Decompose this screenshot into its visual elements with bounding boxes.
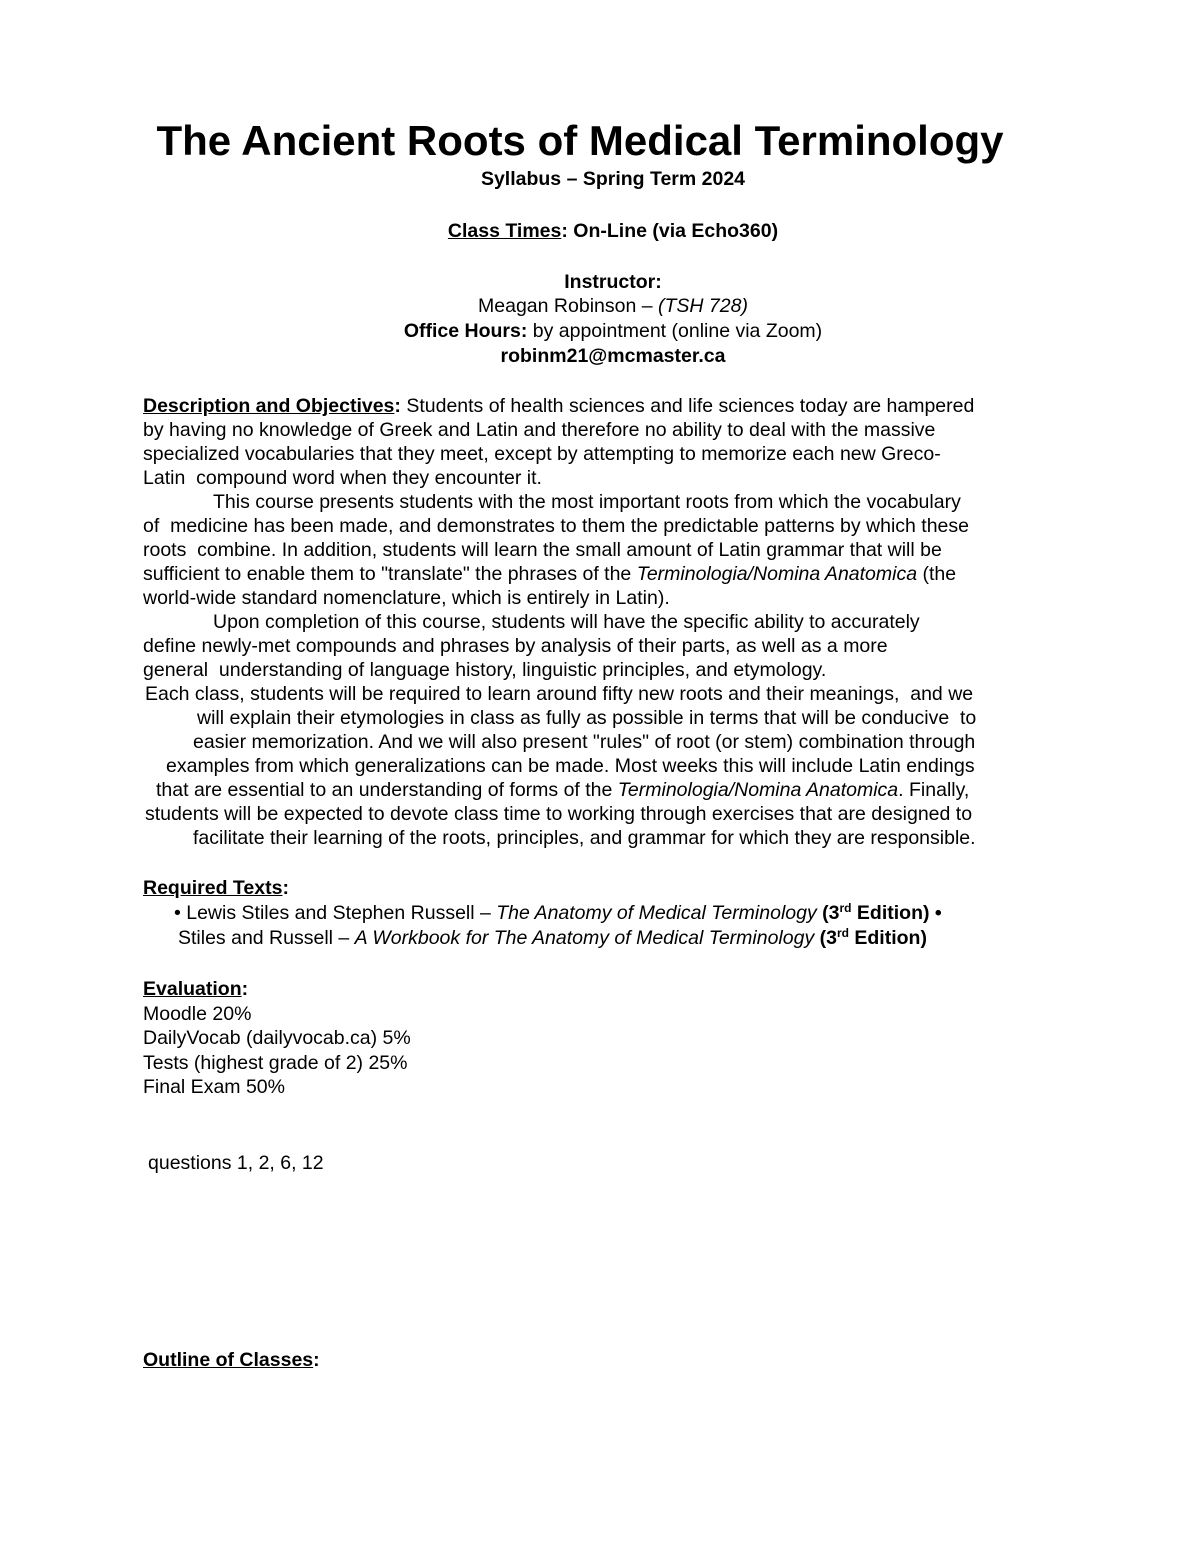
description-line: general understanding of language history, linguistic principles, and etymology. (143, 659, 827, 681)
description-heading: Description and Objectives (143, 395, 395, 417)
required-texts-heading: Required Texts (143, 877, 283, 899)
book-reference: Terminologia/Nomina Anatomica (617, 779, 899, 801)
book-reference: Terminologia/Nomina Anatomica (636, 563, 918, 585)
page-title: The Ancient Roots of Medical Terminology (156, 117, 1004, 164)
office-hours-label: Office Hours: (403, 320, 528, 342)
description-line: Each class, students will be required to learn around fifty new roots and their meanings, and we (145, 683, 974, 705)
description-line: Latin compound word when they encounter it. (143, 467, 542, 489)
evaluation-heading-line: Evaluation: (143, 978, 249, 1000)
description-line: facilitate their learning of the roots, principles, and grammar for which they are responsible. (193, 827, 976, 849)
description-line: Upon completion of this course, students will have the specific ability to accurately (213, 611, 920, 633)
required-texts-heading-line: Required Texts: (143, 877, 289, 899)
questions-note: questions 1, 2, 6, 12 (148, 1152, 324, 1174)
book-title: A Workbook for The Anatomy of Medical Terminology (354, 927, 815, 949)
description-line: that are essential to an understanding of forms of the Terminologia/Nomina Anatomica. Finally, (156, 779, 970, 801)
evaluation-item: Tests (highest grade of 2) 25% (143, 1052, 408, 1074)
evaluation-item: DailyVocab (dailyvocab.ca) 5% (143, 1027, 411, 1049)
instructor-office: (TSH 728) (658, 295, 748, 317)
description-line: define newly-met compounds and phrases by analysis of their parts, as well as a more (143, 635, 888, 657)
class-times (0, 219, 1200, 243)
description-line: students will be expected to devote class time to working through exercises that are designed to (145, 803, 973, 825)
class-times-label: Class Times (447, 220, 562, 242)
office-hours-value: by appointment (online via Zoom) (527, 320, 823, 342)
outline-heading: Outline of Classes (143, 1349, 314, 1371)
description-line: by having no knowledge of Greek and Latin and therefore no ability to deal with the massive (143, 419, 936, 441)
evaluation-heading: Evaluation (143, 978, 242, 1000)
description-line: specialized vocabularies that they meet, except by attempting to memorize each new Greco- (143, 443, 941, 465)
instructor-label: Instructor: (564, 271, 662, 293)
class-times-value: : On-Line (via Echo360) (561, 220, 779, 242)
office-hours (0, 319, 1200, 343)
description-line: roots combine. In addition, students will learn the small amount of Latin grammar that will be (143, 539, 942, 561)
evaluation-item: Moodle 20% (143, 1003, 252, 1025)
description-line: of medicine has been made, and demonstrates to them the predictable patterns by which these (143, 515, 969, 537)
book-title: The Anatomy of Medical Terminology (496, 902, 817, 924)
instructor-name-line (0, 294, 1200, 318)
description-line: Description and Objectives: Students of health sciences and life sciences today are hampered (143, 395, 975, 417)
description-line: world-wide standard nomenclature, which is entirely in Latin). (143, 587, 670, 609)
required-text-item: Stiles and Russell – A Workbook for The Anatomy of Medical Terminology (3rd Edition) (178, 926, 927, 949)
required-text-item: • Lewis Stiles and Stephen Russell – The Anatomy of Medical Terminology (3rd Edition) • (174, 901, 942, 924)
description-line: will explain their etymologies in class as fully as possible in terms that will be conducive to (197, 707, 977, 729)
instructor-name: Meagan Robinson – (478, 295, 658, 317)
description-line: This course presents students with the most important roots from which the vocabulary (213, 491, 961, 513)
subtitle: Syllabus – Spring Term 2024 (480, 168, 746, 190)
instructor-email: robinm21@mcmaster.ca (500, 345, 726, 367)
outline-heading-line: Outline of Classes: (143, 1349, 320, 1371)
description-line: examples from which generalizations can be made. Most weeks this will include Latin endings (166, 755, 975, 777)
evaluation-item: Final Exam 50% (143, 1076, 285, 1098)
description-line: sufficient to enable them to "translate" the phrases of the Terminologia/Nomina Anatomica (the (143, 563, 957, 585)
description-line: easier memorization. And we will also present "rules" of root (or stem) combination through (193, 731, 976, 753)
